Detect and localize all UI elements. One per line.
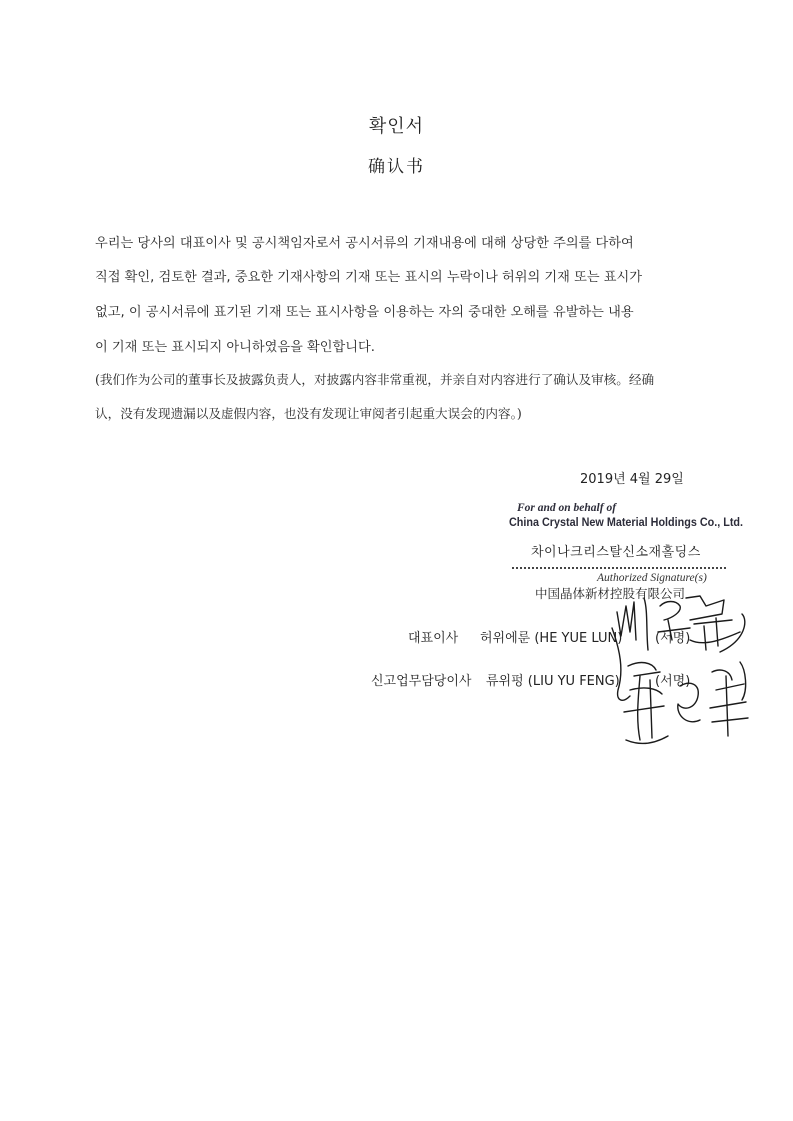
signatory-role: 대표이사 <box>408 631 459 646</box>
signatory-name: 류위펑 (LIU YU FENG) <box>486 674 620 689</box>
company-korean: 차이나크리스탈신소재홀딩스 <box>531 545 701 560</box>
stamp-dotted-line <box>512 567 726 569</box>
chinese-translation-line: (我们作为公司的董事长及披露负责人，对披露内容非常重视，并亲自对内容进行了确认及审核。经确 <box>95 372 655 387</box>
stamp-company-chinese: 中国晶体新材控股有限公司 <box>535 586 686 601</box>
stamp-authorized-signature: Authorized Signature(s) <box>597 572 707 584</box>
stamp-company-english: China Crystal New Material Holdings Co., Ltd. <box>509 515 744 529</box>
signatory-role: 신고업무담당이사 <box>371 674 472 689</box>
body-line: 우리는 당사의 대표이사 및 공시책임자로서 공시서류의 기재내용에 대해 상당한 주의를 다하여 <box>95 236 634 251</box>
document-date: 2019년 4월 29일 <box>580 472 684 487</box>
signature-mark-label: (서명) <box>655 674 691 689</box>
title-korean: 확인서 <box>368 116 425 137</box>
chinese-translation-line: 认，没有发现遗漏以及虚假内容，也没有发现让审阅者引起重大误会的内容。) <box>95 406 522 421</box>
body-line: 없고, 이 공시서류에 표기된 기재 또는 표시사항을 이용하는 자의 중대한 오해를 유발하는 내용 <box>95 305 634 320</box>
title-chinese: 确认书 <box>368 157 425 177</box>
stamp-for-behalf: For and on behalf of <box>517 502 617 514</box>
body-line: 직접 확인, 검토한 결과, 중요한 기재사항의 기재 또는 표시의 누락이나 허위의 기재 또는 표시가 <box>95 270 642 285</box>
signature-mark-label: (서명) <box>655 631 691 646</box>
signatory-name: 허위에룬 (HE YUE LUN) <box>480 631 623 646</box>
body-line: 이 기재 또는 표시되지 아니하였음을 확인합니다. <box>95 340 375 355</box>
